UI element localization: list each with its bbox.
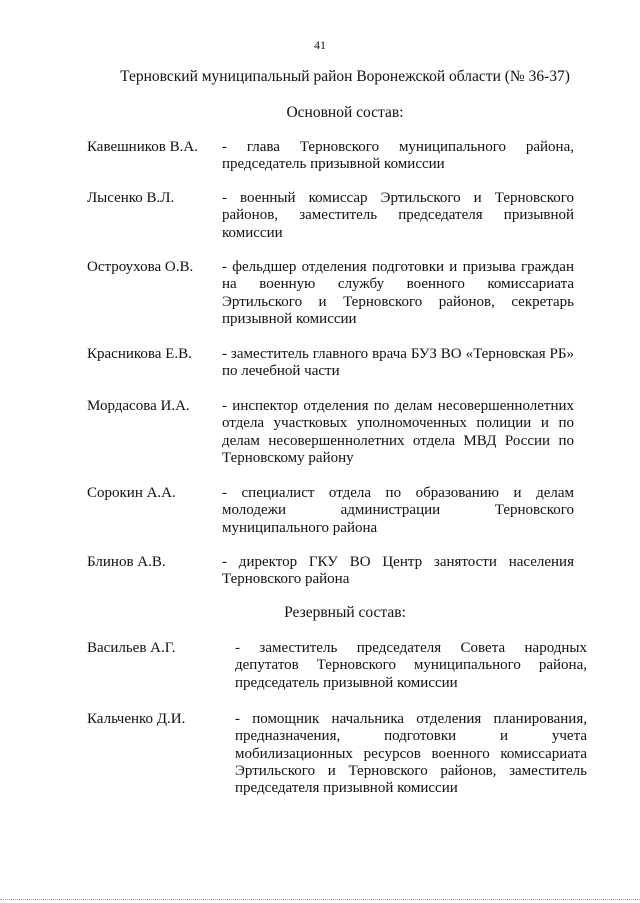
main-entry bbox=[87, 398, 574, 467]
entry-description: - директор ГКУ ВО Центр занятости населения Терновского района bbox=[222, 554, 574, 588]
entry-description: - военный комиссар Эртильского и Терновского районов, заместитель председателя призывной комиссии bbox=[222, 190, 574, 241]
main-entry bbox=[87, 139, 574, 174]
main-entry bbox=[87, 259, 574, 328]
entry-name: Красникова Е.В. bbox=[87, 346, 192, 362]
entry-description: - фельдшер отделения подготовки и призыва граждан на военную службу военного комиссариата Эртильского и Терновского районов, секретарь призывной комиссии bbox=[222, 259, 574, 327]
entry-name: Лысенко В.Л. bbox=[87, 190, 175, 206]
entry-description: - помощник начальника отделения планирования, предназначения, подготовки и учета мобилизационных ресурсов военного комиссариата Эртильского и Терновского районов, заместитель председателя призывной комиссии bbox=[235, 711, 587, 797]
page-number: 41 bbox=[314, 38, 326, 52]
entry-description: - заместитель председателя Совета народных депутатов Терновского муниципального района, председатель призывной комиссии bbox=[235, 640, 587, 691]
entry-name: Остроухова О.В. bbox=[87, 259, 194, 275]
reserve-entry bbox=[87, 640, 587, 692]
main-entry bbox=[87, 554, 574, 589]
entry-description: - заместитель главного врача БУЗ ВО «Терновская РБ» по лечебной части bbox=[222, 346, 574, 380]
entry-name: Васильев А.Г. bbox=[87, 640, 176, 656]
entry-name: Кальченко Д.И. bbox=[87, 711, 186, 727]
entry-description: - инспектор отделения по делам несовершеннолетних отдела участковых уполномоченных полиции и по делам несовершеннолетних отдела МВД России по Терновскому району bbox=[222, 398, 574, 466]
main-entry bbox=[87, 190, 574, 242]
main-entry bbox=[87, 346, 574, 381]
main-entry bbox=[87, 485, 574, 537]
reserve-entry bbox=[87, 711, 587, 797]
entry-description: - глава Терновского муниципального района, председатель призывной комиссии bbox=[222, 139, 574, 173]
entry-name: Кавешников В.А. bbox=[87, 139, 198, 155]
reserve-composition-heading: Резервный состав: bbox=[284, 604, 406, 621]
main-composition-heading: Основной состав: bbox=[286, 104, 404, 121]
entry-description: - специалист отдела по образованию и делам молодежи администрации Терновского муниципального района bbox=[222, 485, 574, 536]
document-title: Терновский муниципальный район Воронежской области (№ 36-37) bbox=[120, 68, 570, 85]
entry-name: Сорокин А.А. bbox=[87, 485, 176, 501]
entry-name: Мордасова И.А. bbox=[87, 398, 190, 414]
entry-name: Блинов А.В. bbox=[87, 554, 166, 570]
page-bottom-edge bbox=[0, 899, 640, 900]
